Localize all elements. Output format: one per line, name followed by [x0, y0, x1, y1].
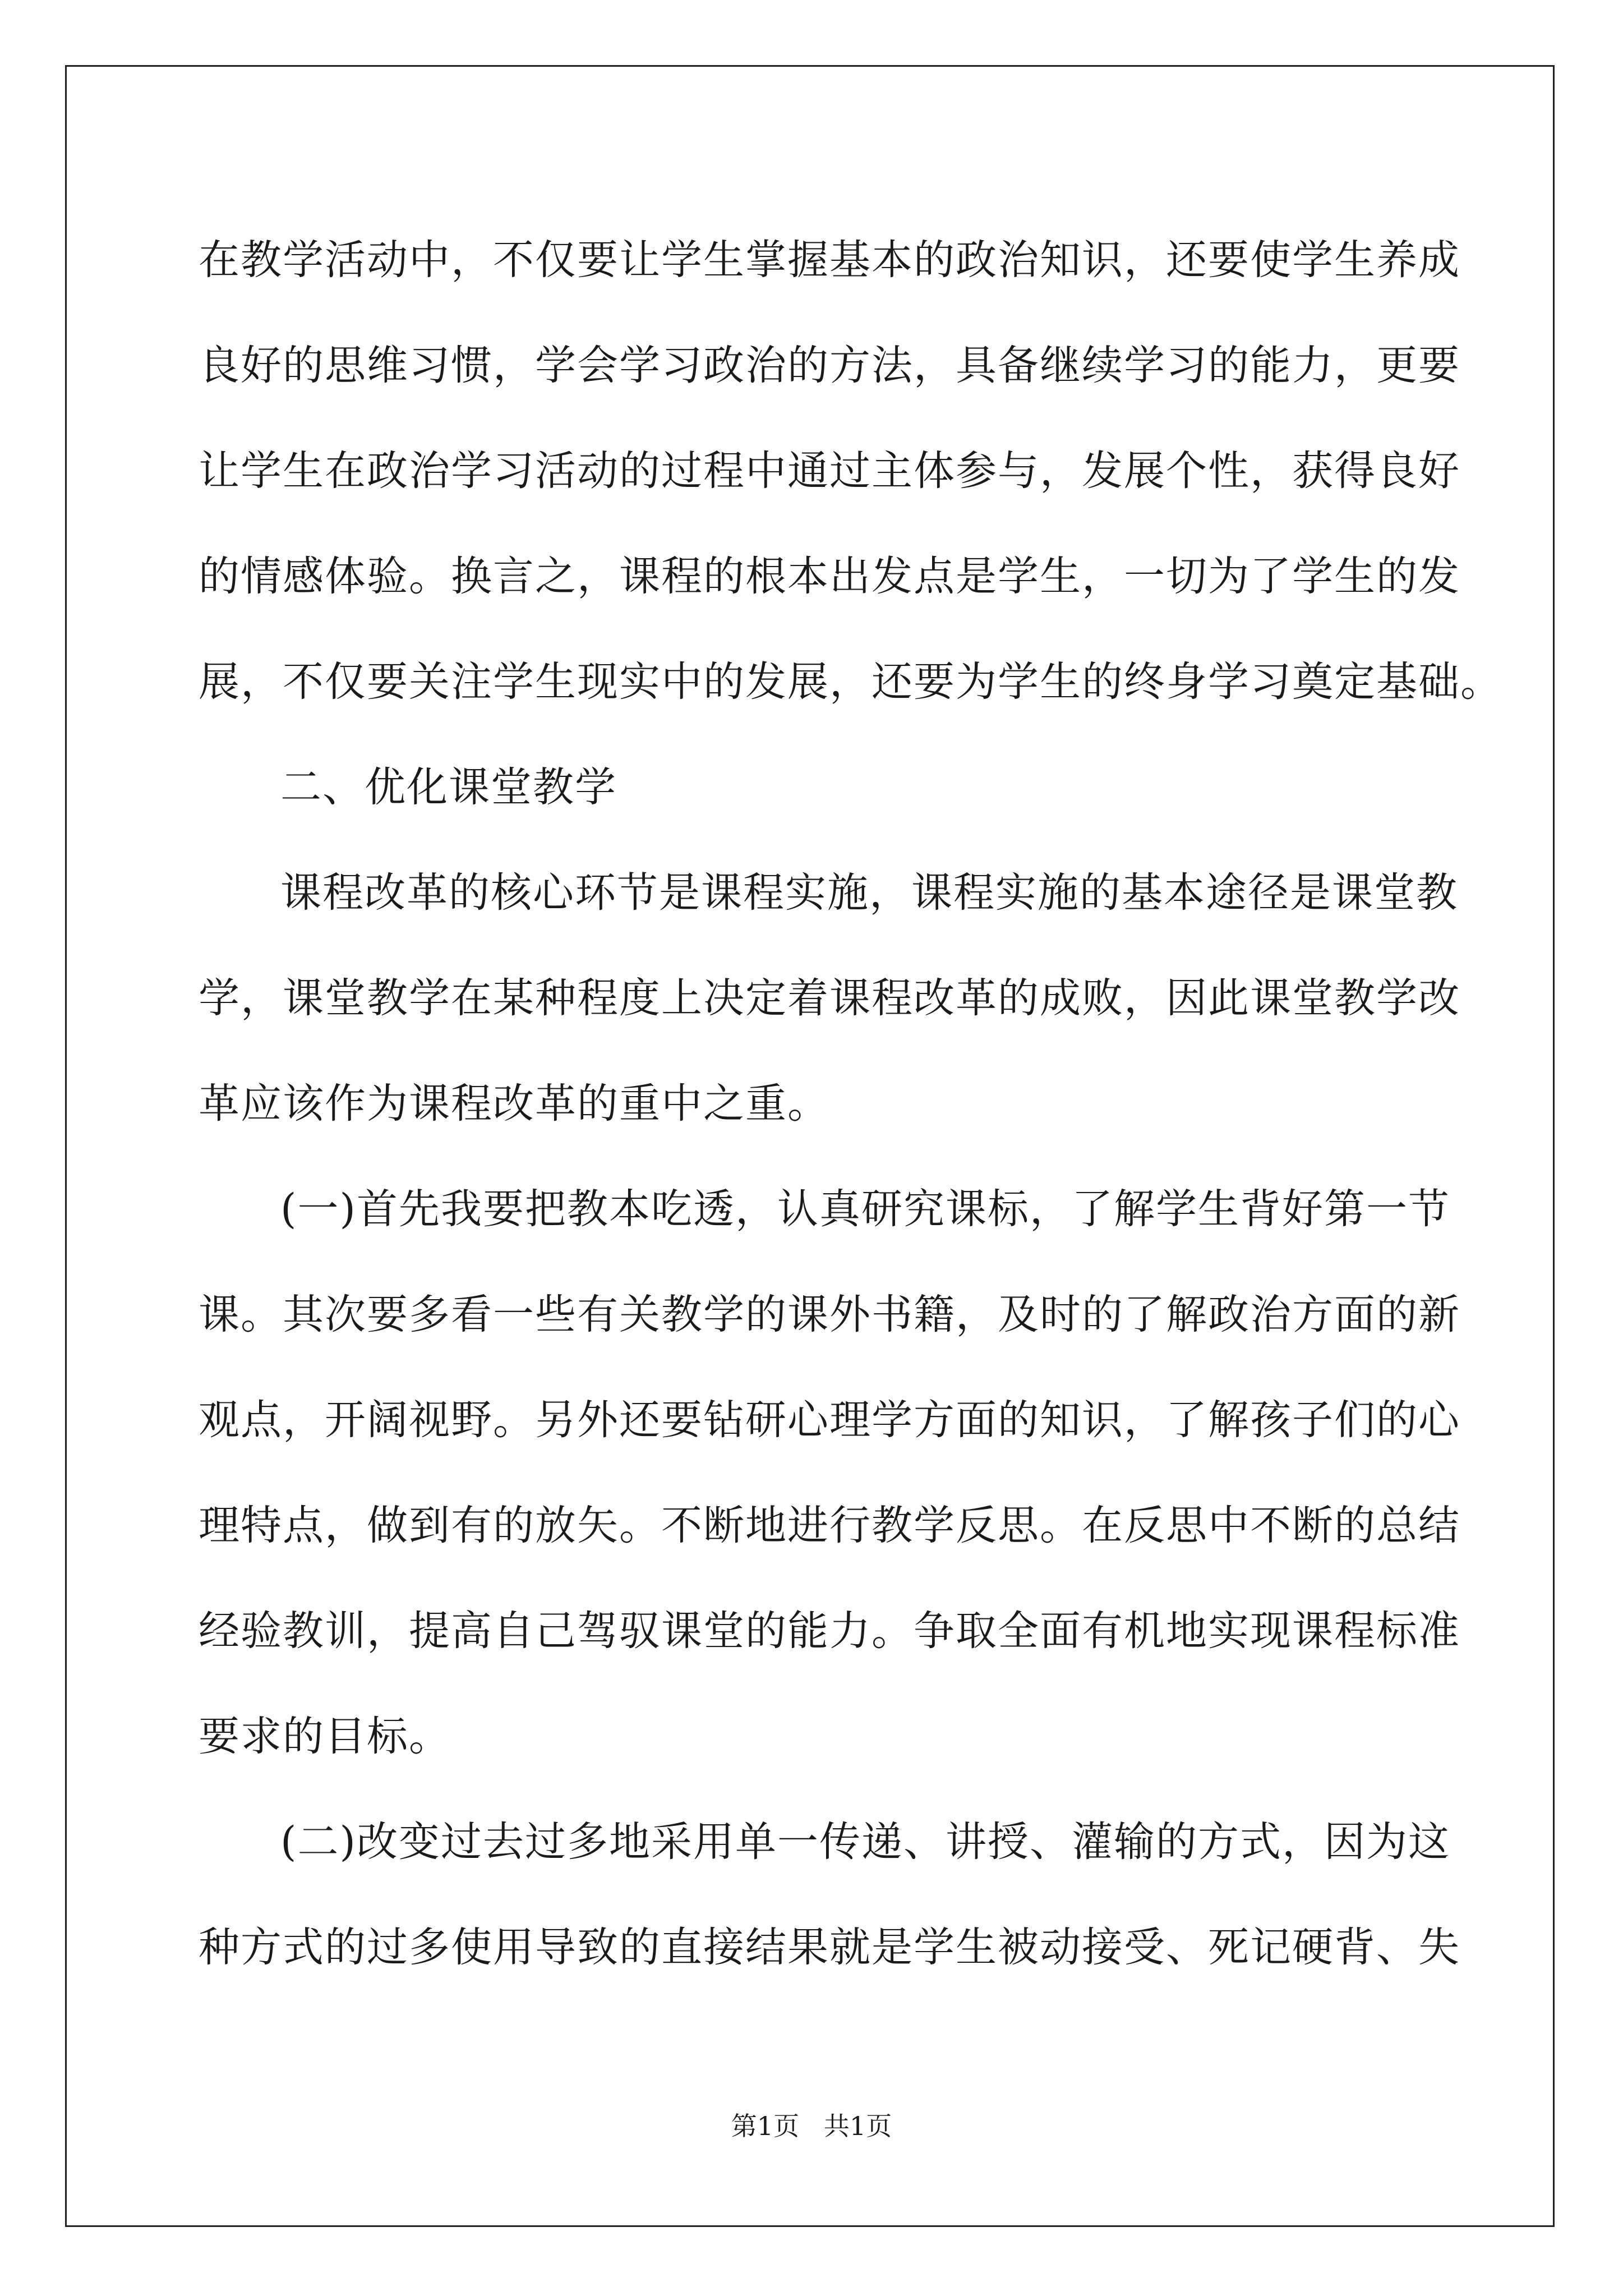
text-line: 展，不仅要关注学生现实中的发展，还要为学生的终身学习奠定基础。 [199, 658, 1502, 706]
text-line: 课。其次要多看一些有关教学的课外书籍，及时的了解政治方面的新 [199, 1291, 1460, 1338]
section-heading: 二、优化课堂教学 [280, 763, 617, 811]
text-line: 让学生在政治学习活动的过程中通过主体参与，发展个性，获得良好 [199, 447, 1460, 495]
text-line: 课程改革的核心环节是课程实施，课程实施的基本途径是课堂教 [280, 869, 1458, 917]
text-line: 经验教训，提高自己驾驭课堂的能力。争取全面有机地实现课程标准 [199, 1607, 1460, 1655]
text-line: 学，课堂教学在某种程度上决定着课程改革的成败，因此课堂教学改 [199, 974, 1460, 1022]
page-number-footer: 第1页 共1页 [731, 2111, 892, 2141]
text-line: 革应该作为课程改革的重中之重。 [199, 1080, 829, 1128]
text-line: 理特点，做到有的放矢。不断地进行教学反思。在反思中不断的总结 [199, 1502, 1460, 1549]
text-line: 种方式的过多使用导致的直接结果就是学生被动接受、死记硬背、失 [199, 1924, 1460, 1971]
text-line: 在教学活动中，不仅要让学生掌握基本的政治知识，还要使学生养成 [199, 236, 1460, 284]
text-line: 良好的思维习惯，学会学习政治的方法，具备继续学习的能力，更要 [199, 342, 1460, 389]
text-line: (二)改变过去过多地采用单一传递、讲授、灌输的方式，因为这 [280, 1818, 1450, 1866]
text-line: (一)首先我要把教本吃透，认真研究课标，了解学生背好第一节 [280, 1185, 1450, 1233]
text-line: 的情感体验。换言之，课程的根本出发点是学生，一切为了学生的发 [199, 553, 1460, 600]
document-body [199, 208, 1502, 2000]
text-line: 观点，开阔视野。另外还要钻研心理学方面的知识，了解孩子们的心 [199, 1396, 1460, 1444]
text-line: 要求的目标。 [199, 1713, 451, 1760]
